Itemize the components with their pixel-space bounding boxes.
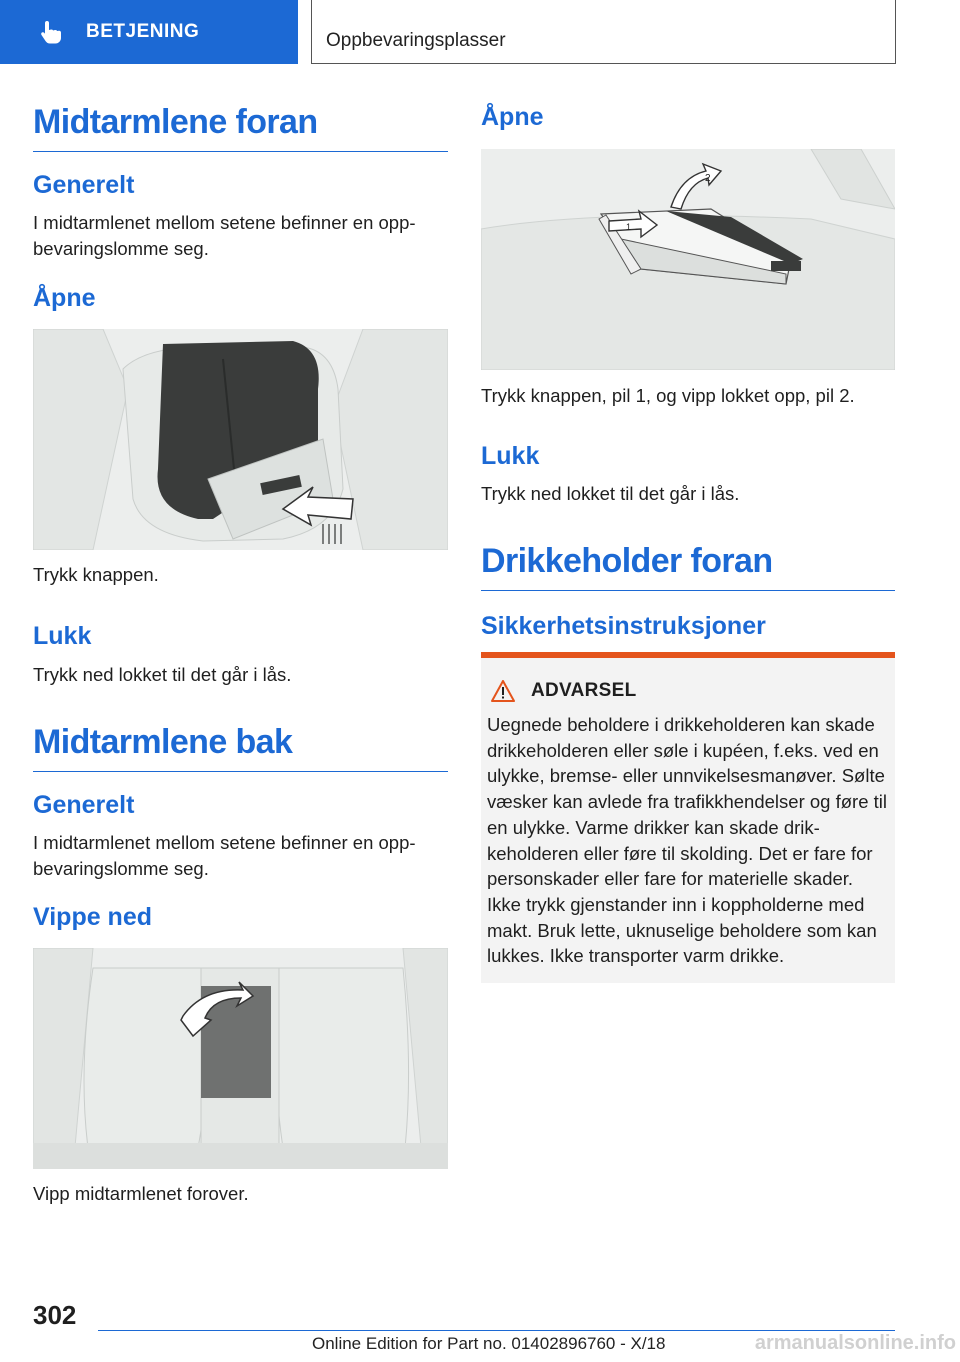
rear-armrest-open-illustration <box>481 149 895 370</box>
warning-label: ADVARSEL <box>531 680 637 701</box>
front-general-text: I midtarmlenet mellom setene befinner en opp-bevaringslomme seg. <box>33 212 416 259</box>
footer-edition: Online Edition for Part no. 01402896760 - X/18 <box>312 1334 666 1353</box>
heading-cupholder: Drikkeholder foran <box>481 543 895 591</box>
arrow-1-label: 1 <box>626 222 632 232</box>
rear-general-text: I midtarmlenet mellom setene befinner en opp-bevaringslomme seg. <box>33 832 416 879</box>
rear-fold-caption: Vipp midtarmlenet forover. <box>33 1183 249 1204</box>
heading-rear-armrest: Midtarmlene bak <box>33 724 448 772</box>
warning-text: Uegnede beholdere i drikkeholderen kan skade drikkeholderen eller søle i kupéen, f.eks. ved en ulykke, bremse- eller unnvikelsesmanøver. Sølte væsker kan avlede fra trafikkhendelser og føre til en ulykke. Varme drikker kan skade drik-keholderen eller føre til skolding. Det er fare for personskader eller fare for materielle skader. Ikke trykk gjenstander inn i koppholderne med makt. Bruk lette, uknuselige beholdere som kan lukkes. Ikke transporter varm drikke. <box>487 714 887 967</box>
heading-front-armrest: Midtarmlene foran <box>33 104 448 152</box>
section-tab[interactable] <box>0 0 298 64</box>
rear-open-caption: Trykk knappen, pil 1, og vipp lokket opp, pil 2. <box>481 385 855 406</box>
warning-triangle-icon <box>491 680 515 702</box>
rear-fold-illustration <box>33 948 448 1169</box>
heading-safety: Sikkerhetsinstruksjoner <box>481 612 766 640</box>
breadcrumb <box>311 0 896 64</box>
rear-close-text: Trykk ned lokket til det går i lås. <box>481 483 740 504</box>
heading-front-open: Åpne <box>33 284 96 312</box>
warning-box <box>481 652 895 983</box>
heading-front-general: Generelt <box>33 171 135 199</box>
rear-armrest-drawing <box>481 149 895 370</box>
front-armrest-illustration <box>33 329 448 550</box>
front-close-text: Trykk ned lokket til det går i lås. <box>33 664 292 685</box>
heading-rear-open: Åpne <box>481 103 544 131</box>
heading-rear-close: Lukk <box>481 442 540 470</box>
heading-rear-general: Generelt <box>33 791 135 819</box>
footer-rule <box>98 1330 895 1331</box>
page-number: 302 <box>33 1300 77 1330</box>
breadcrumb-text: Oppbevaringsplasser <box>326 30 506 51</box>
front-armrest-drawing <box>33 329 448 550</box>
hand-pointer-icon <box>38 19 64 45</box>
rear-fold-drawing <box>33 948 448 1169</box>
arrow-2-label: 2 <box>705 173 711 184</box>
warning-header <box>491 680 637 702</box>
front-open-caption: Trykk knappen. <box>33 564 159 585</box>
footer-watermark: armanualsonline.info <box>754 1332 956 1354</box>
heading-front-close: Lukk <box>33 622 92 650</box>
section-label: BETJENING <box>86 21 200 42</box>
heading-rear-fold: Vippe ned <box>33 903 153 931</box>
